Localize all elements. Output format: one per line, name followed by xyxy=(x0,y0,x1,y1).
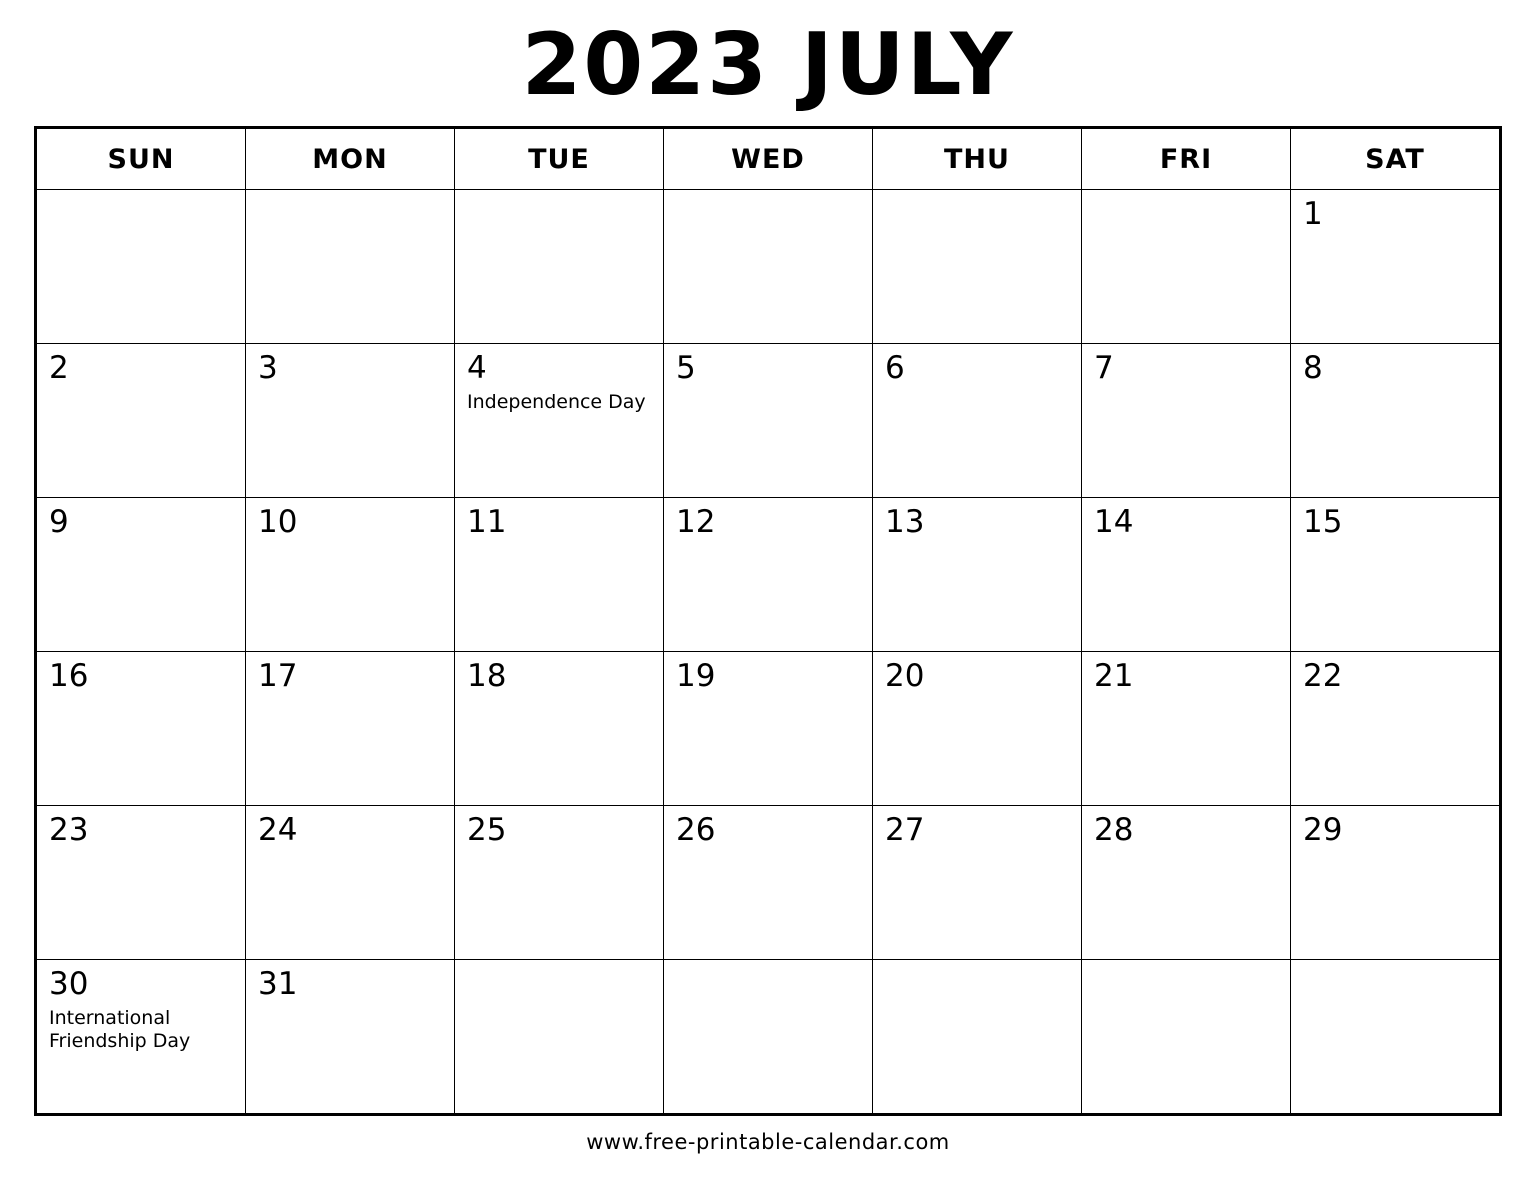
day-cell[interactable] xyxy=(455,498,664,652)
day-cell[interactable] xyxy=(246,344,455,498)
day-number: 31 xyxy=(258,966,298,1002)
calendar-table xyxy=(36,128,1500,1114)
calendar-week-row xyxy=(37,344,1500,498)
day-cell[interactable] xyxy=(1082,652,1291,806)
day-cell[interactable] xyxy=(1291,344,1500,498)
day-number: 16 xyxy=(49,658,89,694)
calendar-week-row xyxy=(37,652,1500,806)
day-cell[interactable] xyxy=(873,498,1082,652)
day-cell[interactable] xyxy=(455,190,664,344)
page-title: 2023 JULY xyxy=(521,15,1015,115)
day-cell[interactable] xyxy=(246,652,455,806)
day-number: 7 xyxy=(1094,350,1114,386)
day-cell[interactable] xyxy=(664,652,873,806)
day-number: 22 xyxy=(1303,658,1343,694)
weekday-header-thu: THU xyxy=(873,129,1082,190)
day-cell[interactable] xyxy=(664,960,873,1114)
day-number: 18 xyxy=(467,658,507,694)
weekday-header-sat: SAT xyxy=(1291,129,1500,190)
day-cell[interactable] xyxy=(246,498,455,652)
day-cell[interactable] xyxy=(37,498,246,652)
day-number: 15 xyxy=(1303,504,1343,540)
day-cell[interactable] xyxy=(246,190,455,344)
day-cell[interactable] xyxy=(455,652,664,806)
day-cell[interactable] xyxy=(873,190,1082,344)
day-cell[interactable] xyxy=(873,652,1082,806)
calendar-week-row xyxy=(37,498,1500,652)
calendar-container xyxy=(34,126,1502,1116)
day-cell[interactable] xyxy=(37,344,246,498)
weekday-header-fri: FRI xyxy=(1082,129,1291,190)
day-number: 5 xyxy=(676,350,696,386)
day-cell[interactable] xyxy=(246,806,455,960)
day-number: 13 xyxy=(885,504,925,540)
day-event: Independence Day xyxy=(467,390,646,413)
day-cell[interactable] xyxy=(1082,498,1291,652)
day-number: 17 xyxy=(258,658,298,694)
day-number: 3 xyxy=(258,350,278,386)
day-cell[interactable] xyxy=(1082,960,1291,1114)
day-cell[interactable] xyxy=(246,960,455,1114)
day-cell[interactable] xyxy=(1082,806,1291,960)
day-number: 23 xyxy=(49,812,89,848)
day-cell[interactable] xyxy=(1082,344,1291,498)
day-cell[interactable] xyxy=(1291,498,1500,652)
day-cell[interactable] xyxy=(37,652,246,806)
calendar-body xyxy=(37,190,1500,1114)
day-cell[interactable] xyxy=(664,806,873,960)
day-number: 2 xyxy=(49,350,69,386)
day-number: 6 xyxy=(885,350,905,386)
day-cell[interactable] xyxy=(873,806,1082,960)
day-cell[interactable] xyxy=(664,190,873,344)
day-cell[interactable] xyxy=(1082,190,1291,344)
day-number: 20 xyxy=(885,658,925,694)
day-number: 8 xyxy=(1303,350,1323,386)
day-number: 21 xyxy=(1094,658,1134,694)
day-number: 27 xyxy=(885,812,925,848)
weekday-header-wed: WED xyxy=(664,129,873,190)
day-number: 9 xyxy=(49,504,69,540)
day-cell[interactable] xyxy=(664,344,873,498)
weekday-header-mon: MON xyxy=(246,129,455,190)
day-number: 19 xyxy=(676,658,716,694)
calendar-week-row xyxy=(37,960,1500,1114)
day-cell[interactable] xyxy=(455,960,664,1114)
weekday-header-tue: TUE xyxy=(455,129,664,190)
day-cell[interactable] xyxy=(1291,190,1500,344)
calendar-header-row xyxy=(37,129,1500,190)
day-cell[interactable] xyxy=(664,498,873,652)
day-cell[interactable] xyxy=(1291,652,1500,806)
weekday-header-sun: SUN xyxy=(37,129,246,190)
day-cell[interactable] xyxy=(37,960,246,1114)
day-cell[interactable] xyxy=(37,806,246,960)
day-number: 11 xyxy=(467,504,507,540)
day-number: 12 xyxy=(676,504,716,540)
day-number: 14 xyxy=(1094,504,1134,540)
day-number: 28 xyxy=(1094,812,1134,848)
day-number: 4 xyxy=(467,350,487,386)
calendar-week-row xyxy=(37,806,1500,960)
day-cell[interactable] xyxy=(1291,960,1500,1114)
day-cell[interactable] xyxy=(873,344,1082,498)
footer-url[interactable]: www.free-printable-calendar.com xyxy=(586,1130,950,1154)
day-cell[interactable] xyxy=(455,806,664,960)
day-cell[interactable] xyxy=(455,344,664,498)
day-number: 30 xyxy=(49,966,89,1002)
calendar-week-row xyxy=(37,190,1500,344)
day-cell[interactable] xyxy=(37,190,246,344)
day-event: International Friendship Day xyxy=(49,1006,191,1052)
day-number: 10 xyxy=(258,504,298,540)
day-number: 29 xyxy=(1303,812,1343,848)
day-cell[interactable] xyxy=(873,960,1082,1114)
day-number: 25 xyxy=(467,812,507,848)
day-cell[interactable] xyxy=(1291,806,1500,960)
day-number: 1 xyxy=(1303,196,1323,232)
day-number: 24 xyxy=(258,812,298,848)
day-number: 26 xyxy=(676,812,716,848)
